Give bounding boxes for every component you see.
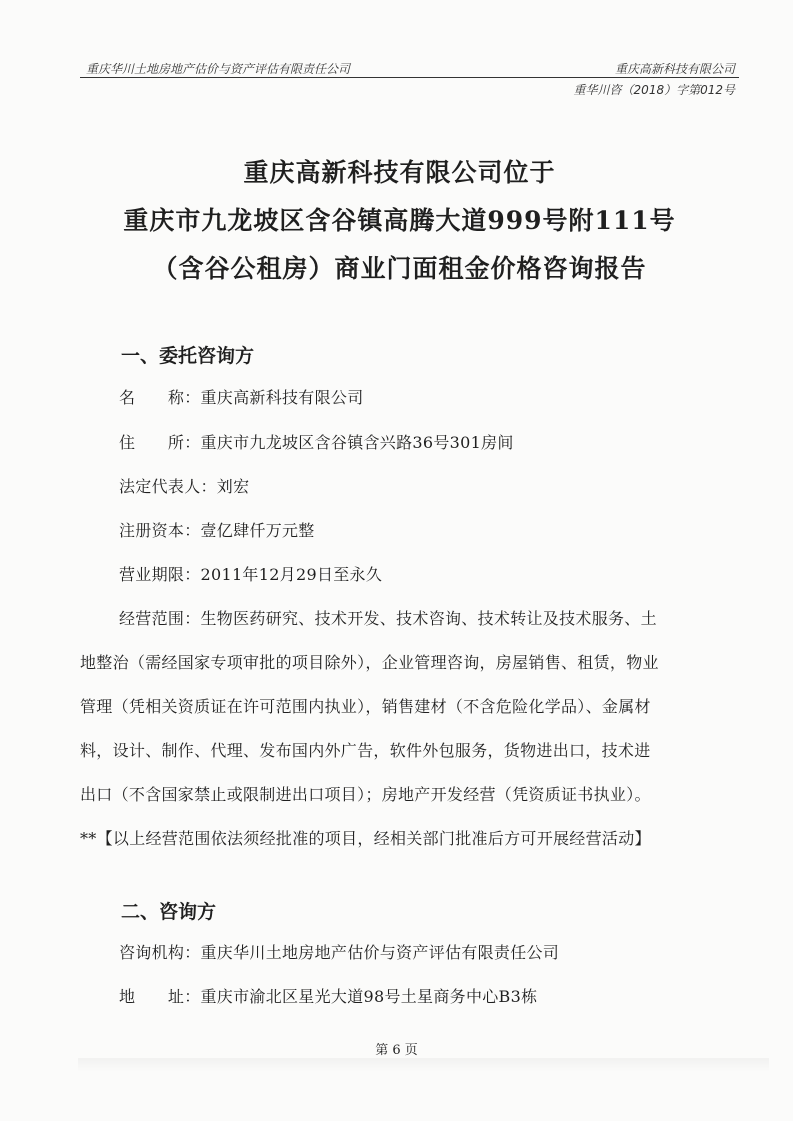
document-number: 重华川咨（2018）字第012号 xyxy=(573,83,735,97)
header-left-company: 重庆华川土地房地产估价与资产评估有限责任公司 xyxy=(86,62,351,76)
business-scope-line: 出口（不含国家禁止或限制进出口项目）；房地产开发经营（凭资质证书执业）。 xyxy=(80,785,651,804)
business-scope-line: 地整治（需经国家专项审批的项目除外），企业管理咨询，房屋销售、租赁，物业 xyxy=(80,653,659,672)
title-line-1: 重庆高新科技有限公司位于 xyxy=(243,158,556,187)
title-line-2: 重庆市九龙坡区含谷镇高腾大道999号附111号 xyxy=(123,206,676,235)
client-name: 名 称：重庆高新科技有限公司 xyxy=(119,388,364,407)
client-legal-representative: 法定代表人：刘宏 xyxy=(119,477,250,496)
client-address: 住 所：重庆市九龙坡区含谷镇含兴路36号301房间 xyxy=(119,433,514,452)
client-registered-capital: 注册资本：壹亿肆仟万元整 xyxy=(119,521,315,540)
business-scope-line: 管理（凭相关资质证在许可范围内执业），销售建材（不含危险化学品）、金属材 xyxy=(80,697,651,716)
section-1-heading: 一、委托咨询方 xyxy=(121,345,255,367)
page-number: 第 6 页 xyxy=(375,1043,418,1058)
header-right-client: 重庆高新科技有限公司 xyxy=(614,62,735,76)
title-line-3: （含谷公租房）商业门面租金价格咨询报告 xyxy=(152,254,647,283)
header-rule xyxy=(80,77,739,78)
business-scope-line: 料，设计、制作、代理、发布国内外广告，软件外包服务，货物进出口，技术进 xyxy=(80,741,651,760)
business-scope-note: **【以上经营范围依法须经批准的项目，经相关部门批准后方可开展经营活动】 xyxy=(80,829,651,848)
section-2-heading: 二、咨询方 xyxy=(121,901,217,923)
scan-edge-shadow xyxy=(78,1058,769,1072)
consultant-address: 地 址：重庆市渝北区星光大道98号土星商务中心B3栋 xyxy=(119,987,538,1006)
business-scope-line: 经营范围：生物医药研究、技术开发、技术咨询、技术转让及技术服务、土 xyxy=(119,609,657,628)
client-business-term: 营业期限：2011年12月29日至永久 xyxy=(119,565,383,584)
consultant-agency: 咨询机构：重庆华川土地房地产估价与资产评估有限责任公司 xyxy=(119,943,560,962)
